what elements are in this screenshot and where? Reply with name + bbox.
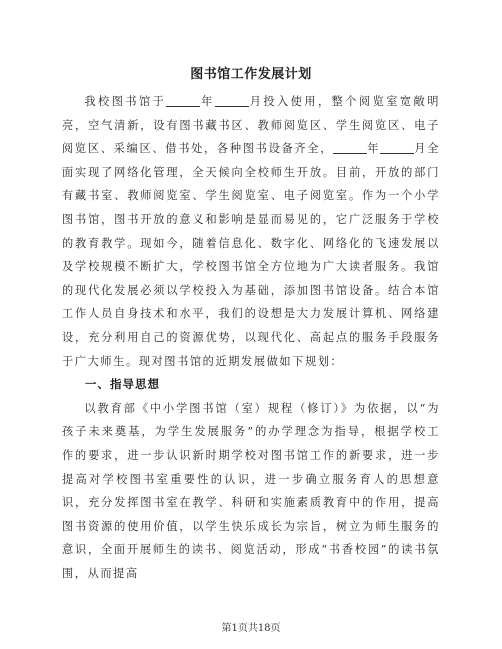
intro-text-3: 月投入使用，整个阅览室宽敞明亮，空气清新，设有图书藏书区、教师阅览区、学生阅览区、电子阅览区、采编区、借书处，各种图书设备齐全，: [62, 95, 440, 156]
page-title: 图书馆工作发展计划: [190, 67, 312, 82]
blank-line: [380, 142, 414, 154]
intro-text-1: 我校图书馆于: [84, 95, 167, 108]
blank-line: [333, 142, 367, 154]
section-heading: 一、指导思想: [85, 377, 160, 392]
page-footer: 第1页共18页: [221, 623, 281, 634]
document-body: [62, 90, 440, 585]
intro-paragraph: [62, 90, 440, 373]
intro-text-4: 年: [367, 142, 381, 156]
section-paragraph: 以教育部《中小学图书馆（室）规程（修订）》为依据，以“为孩子未来奠基，为学生发展服务”的办学理念为指导，根据学校工作的要求，进一步认识新时期学校对图书馆工作的新要求，进一步提高对学校图书室重要性的认识，进一步确立服务育人的思想意识，充分发挥图书室在教学、科研和实施素质教育中的作用，提高图书资源的使用价值，以学生快乐成长为宗旨，树立为师生服务的意识，全面开展师生的读书、阅览活动，形成“书香校园”的读书氛围，从而提高: [62, 401, 440, 580]
blank-line: [215, 95, 249, 107]
blank-line: [166, 95, 200, 107]
intro-text-5: 月全面实现了网络化管理，全天候向全校师生开放。目前，开放的部门有藏书室、教师阅览室、学生阅览室、电子阅览室。作为一个小学图书馆，图书开放的意义和影响是显而易见的，它广泛服务于学校的教育教学。现如今，随着信息化、数字化、网络化的飞速发展以及学校规模不断扩大，学校图书馆全方位地为广大读者服务。我馆的现代化发展必须以学校投入为基础，添加图书馆设备。结合本馆工作人员自身技术和水平，我们的设想是大力发展计算机、网络建设，充分利用自己的资源优势，以现代化、高起点的服务手段服务于广大师生。现对图书馆的近期发展做如下规划：: [62, 142, 440, 368]
intro-text-2: 年: [200, 95, 215, 108]
